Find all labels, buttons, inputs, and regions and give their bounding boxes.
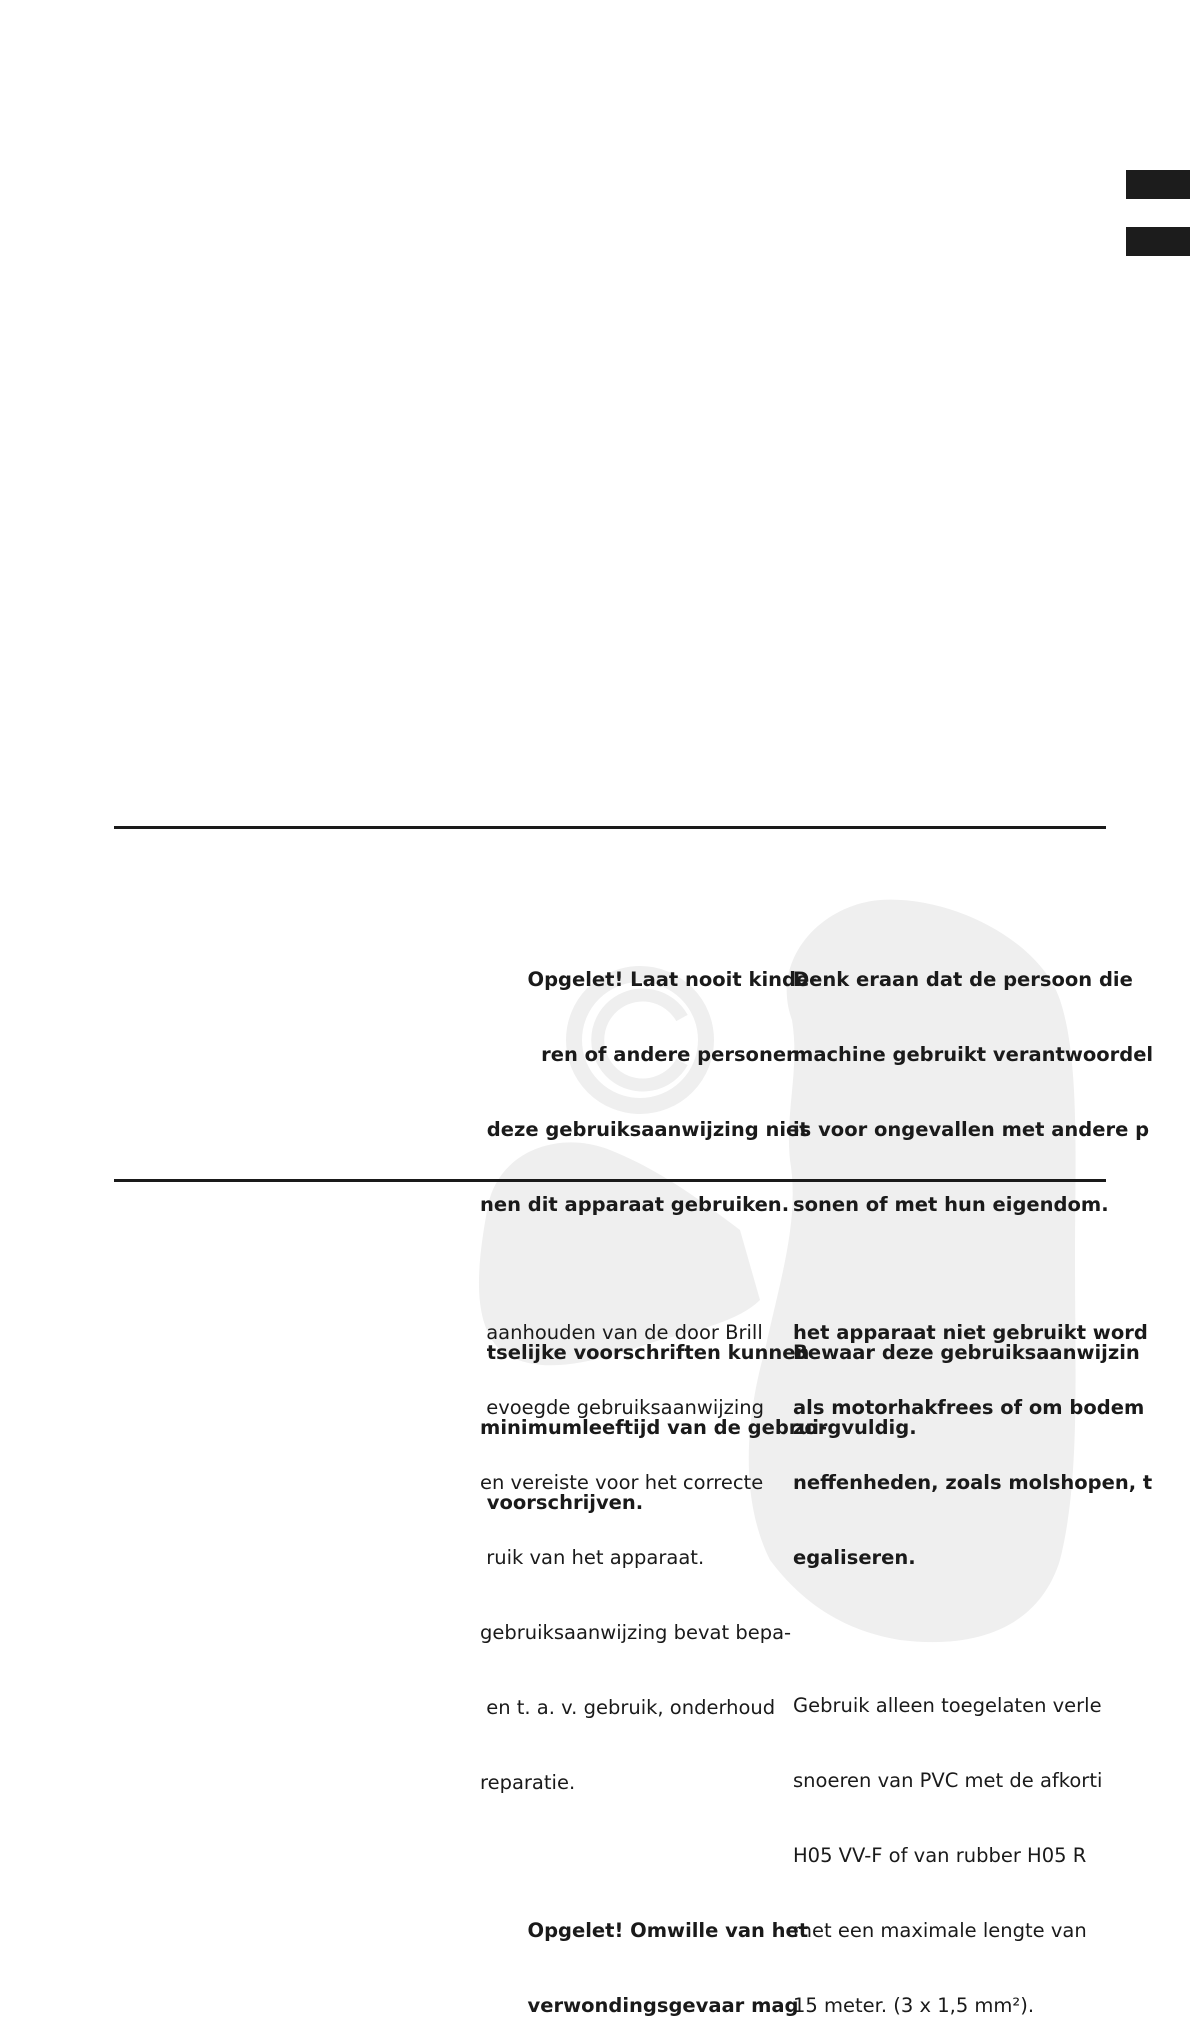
manual-intro-line: evoegde gebruiksaanwijzing: [480, 1396, 765, 1419]
keep-manual-line: zorgvuldig.: [793, 1416, 917, 1439]
extension-cord-line: met een maximale lengte van: [793, 1919, 1087, 1942]
extension-cord-line: H05 VV-F of van rubber H05 R: [793, 1844, 1087, 1867]
manual-intro-line: gebruiksaanwijzing bevat bepa-: [480, 1621, 792, 1644]
manual-intro-line: aanhouden van de door Brill: [480, 1321, 763, 1344]
language-tab-marker: [1126, 227, 1190, 256]
section2-left-column: [480, 1270, 808, 2043]
warning-children-line: deze gebruiksaanwijzing niet: [480, 1118, 809, 1141]
no-tiller-use-line: het apparaat niet gebruikt word: [793, 1321, 1148, 1344]
manual-intro-line: ruik van het apparaat.: [480, 1546, 705, 1569]
warning-children-line: ren of andere personen: [480, 1043, 800, 1066]
no-tiller-use-line: als motorhakfrees of om bodem: [793, 1396, 1145, 1419]
section2-right-column: [793, 1270, 1152, 2043]
age-regulation-line: minimumleeftijd van de gebrui-: [480, 1416, 828, 1439]
age-regulation-line: voorschrijven.: [480, 1491, 644, 1514]
age-regulation-line: tselijke voorschriften kunnen: [480, 1341, 810, 1364]
extension-cord-line: 15 meter. (3 x 1,5 mm²).: [793, 1994, 1035, 2017]
no-tiller-use-line: egaliseren.: [793, 1546, 916, 1569]
responsibility-line: is voor ongevallen met andere p: [793, 1118, 1150, 1141]
manual-intro-line: en vereiste voor het correcte: [480, 1471, 764, 1494]
manual-intro-line: reparatie.: [480, 1771, 576, 1794]
extension-cord-line: snoeren van PVC met de afkorti: [793, 1769, 1103, 1792]
responsibility-line: machine gebruikt verantwoordel: [793, 1043, 1154, 1066]
injury-warning-line: Opgelet! Omwille van het: [480, 1919, 809, 1942]
responsibility-line: sonen of met hun eigendom.: [793, 1193, 1109, 1216]
warning-children-line: nen dit apparaat gebruiken.: [480, 1193, 790, 1216]
responsibility-line: Denk eraan dat de persoon die: [793, 968, 1133, 991]
extension-cord-line: Gebruik alleen toegelaten verle: [793, 1694, 1102, 1717]
section-divider: [114, 826, 1106, 829]
no-tiller-use-line: neffenheden, zoals molshopen, t: [793, 1471, 1153, 1494]
warning-children-line: Opgelet! Laat nooit kinde-: [480, 968, 818, 991]
manual-intro-line: en t. a. v. gebruik, onderhoud: [480, 1696, 776, 1719]
keep-manual-line: Bewaar deze gebruiksaanwijzin: [793, 1341, 1140, 1364]
injury-warning-line: verwondingsgevaar mag: [480, 1994, 799, 2017]
language-tab-marker: [1126, 170, 1190, 199]
